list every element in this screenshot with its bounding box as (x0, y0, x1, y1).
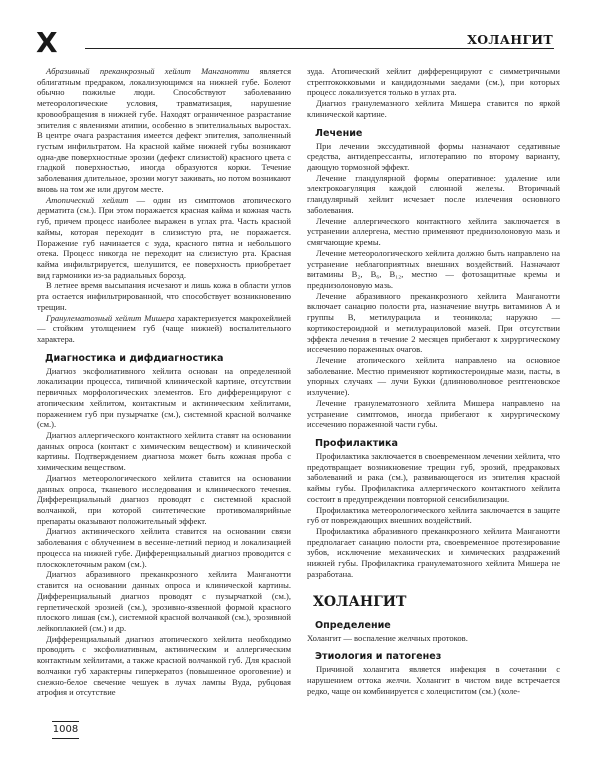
paragraph (307, 66, 560, 98)
term-italic: Гранулематозный хейлит Мишера (46, 312, 175, 323)
running-head: ХОЛАНГИТ (467, 32, 553, 47)
term-italic: Абразивный преканкрозный хейлит Манганотти (46, 66, 250, 76)
paragraph-text: характеризуется макрохейлией — стойким утолщением губ (чаще нижней) воспалительного характера. (37, 312, 291, 344)
paragraph-text: Профилактика метеорологического хейлита заключается в защите губ от повреждающих внешних воздействий. (307, 504, 560, 526)
paragraph-text: Профилактика абразивного преканкрозного хейлита Манганотти предполагает санацию полости рта, своевременное протезирование зубов, исключение механических и химических раздражений нижней губы. Профилактика гранулематозного хейлита Мишера не разработана. (307, 526, 560, 579)
paragraph-text: Лечение атопического хейлита направлено на основное заболевание. Местно применяют кортикостероидные мази, пасты, в упорных случаях — лучи Букки (длинноволновое рентгеновское излучение). (307, 354, 560, 398)
paragraph (307, 451, 560, 505)
section-heading: Лечение (315, 127, 363, 139)
paragraph (37, 280, 291, 312)
paragraph (307, 664, 560, 696)
paragraph-text: является облигатным предраком, локализующимся на нижней губе. Болеют обычно пожилые люди. Способствуют заболеванию метеорологические условия, травматизация, нарушение кровообращения в нижней губе. Находят ограниченное разрастание эпителия с явлениями атипии, особенно в эпителиальных выростах. В центре очага разрастания имеется дефект эпителия, заполненный густым инфильтратом. На красной кайме нижней губы возникают одна-две поверхностные эрозии (дефект слизистой) красного цвета с гладкой поверхностью, иногда образуются корки. Течение заболевания длительное, эрозии могут заживать, но потом возникают вновь на том же или другом месте. (37, 66, 291, 194)
header-rule (85, 48, 554, 49)
section-heading: Диагностика и дифдиагностика (45, 352, 224, 364)
paragraph (37, 195, 291, 281)
paragraph-text: Холангит — воспаление желчных протоков. (307, 632, 468, 643)
paragraph-text: Лечение гранулематозного хейлита Мишера направлено на устранение симптомов, иногда прибегают к хирургическому иссечению пораженной части губы. (307, 397, 560, 430)
paragraph-text: В летнее время высыпания исчезают и лишь кожа в области углов рта остается инфильтрированной, что способствует возникновению трещин. (37, 280, 291, 312)
section-heading: Профилактика (315, 438, 399, 449)
paragraph-text: Дифференциальный диагноз атопического хейлита необходимо проводить с эксфолиативным, актиническим и аллергическим контактным хейлитами, а также красной волчанкой губ. Для красной волчанки губ характерны гиперкератоз (повышенное ороговение) и снежно-белое свечение чешуек в лучах лампы Вуда, рубцовая атрофия и отсутствие (37, 633, 291, 698)
paragraph-text: Диагноз гранулемазного хейлита Мишера ставится по яркой клинической картине. (307, 98, 560, 119)
paragraph (307, 248, 560, 291)
paragraph-text: Диагноз аллергического контактного хейлита ставят на основании данных опроса (контакт с химическим веществом) и клинической картины. Подтверждением диагноза может быть кожная проба с химическим веществом. (37, 430, 291, 473)
paragraph-text: При лечении экссудативной формы назначают седативные средства, антидепрессанты, иглотерапию по второму варианту, дающую тормозной эффект. (307, 140, 560, 173)
paragraph-text: Диагноз эксфолиативного хейлита основан на определенной локализации процесса, типичной клинической картине, отсутствии первичных морфологических элементов. Его дифференцируют с атопическим хейлитом, контактным и актиническим хейлитами, поражением губ при пузырчатке (см.), системной красной волчанке (см.). (37, 365, 291, 430)
paragraph-text: Лечение гландулярной формы оперативное: удаление или электрокоагуляция каждой слюнной железы. Вторичный гландулярный хейлит исчезает после излечения основного заболевания. (307, 172, 560, 215)
paragraph (307, 173, 560, 216)
paragraph (37, 366, 291, 430)
paragraph (37, 473, 291, 527)
paragraph (307, 291, 560, 355)
paragraph (37, 634, 291, 698)
paragraph (307, 98, 560, 119)
paragraph-text: Профилактика заключается в своевременном лечении хейлита, что предотвращает возникновение трещин губ, эрозий, предраковых заболеваний и рака (см.), развивающегося из эпителия красной каймы губы. Профилактика аллергического контактного хейлита состоит в предупреждении повторной сенсибилизации. (307, 451, 560, 504)
paragraph-text: Диагноз метеорологического хейлита ставится на основании данных опроса, тканевого исследования и клинического течения. Дифференциальный диагноз проводят с системной красной волчанкой, при которой синтетические противомалярийные препараты оказывают положительный эффект. (37, 472, 291, 526)
paragraph (37, 313, 291, 345)
term-italic: Атопический хейлит (46, 194, 129, 205)
paragraph (37, 569, 291, 633)
paragraph-text: Лечение метеорологического хейлита должно быть направлено на устранение неблагоприятных внешних воздействий. Назначают витамины B₂, B₆, B₁₂, местно — фотозащитные кремы и преднизолоновую мазь. (307, 247, 560, 290)
paragraph (37, 66, 291, 195)
paragraph-text: Диагноз актинического хейлита ставится на основании связи заболевания с облучением в весенне-летний период и локализацией процесса на нижней губе. Дифференциальный диагноз проводится с плоскоклеточным раком (см.). (37, 526, 291, 569)
article-title: ХОЛАНГИТ (313, 593, 407, 610)
paragraph (307, 633, 560, 644)
paragraph (307, 526, 560, 580)
paragraph (37, 430, 291, 473)
right-column (307, 66, 560, 697)
paragraph (307, 398, 560, 430)
paragraph (307, 505, 560, 526)
paragraph-text: Причиной холангита является инфекция в сочетании с нарушением оттока желчи. Холангит в чистом виде встречается редко, чаще он комбинируется с холециститом (см.) (холе- (307, 664, 560, 696)
section-heading: Определение (315, 619, 391, 631)
paragraph-text: — один из симптомов атопического дерматита (см.). При этом поражается красная кайма и кожная часть губ, причем процесс наиболее выражен в углах рта. Часть красной каймы, которая переходит в слизистую рта, не поражается. Поражение губ начинается с зуда, красного пятна и небольшого отека. Процесс никогда не переходит на слизистую рта. Красная кайма инфильтрируется, шелушится, ее поверхность приобретает вид гармоники из-за радиальных борозд. (37, 194, 291, 280)
paragraph-text: Лечение аллергического контактного хейлита заключается в устранении аллергена, местно применяют преднизолоновую мазь и смягчающие кремы. (307, 215, 560, 248)
left-column (37, 66, 291, 698)
section-letter: Х (36, 26, 58, 59)
paragraph (307, 216, 560, 248)
page-number: 1008 (52, 721, 79, 739)
paragraph-text: Лечение абразивного преканкрозного хейлита Манганотти включает санацию полости рта, назначение внутрь витаминов А и группы В, метилурацила и теоникола; наружно — кортикостероидной и метилурациловой мазей. При отсутствии эффекта лечения в течение 2 месяцев прибегают к хирургическому иссечению пораженных очагов. (307, 290, 560, 355)
paragraph-text: зуда. Атопический хейлит дифференцируют с симметричными стрептококковыми и кандидозными заедами (см.), при которых процесс локализуется только в углах рта. (307, 66, 560, 98)
paragraph (37, 526, 291, 569)
paragraph-text: Диагноз абразивного преканкрозного хейлита Манганотти ставится на основании данных опроса и клинической картины. Дифференциальный диагноз проводят с пузырчаткой (см.), герпетической эрозией (см.), эрозивно-язвенной формой красного плоского лишая (см.), системной красной волчанкой (см.), эрозивной лейкоплакией (см.) и др. (37, 569, 291, 633)
paragraph (307, 141, 560, 173)
section-heading: Этиология и патогенез (315, 651, 442, 663)
paragraph (307, 355, 560, 398)
